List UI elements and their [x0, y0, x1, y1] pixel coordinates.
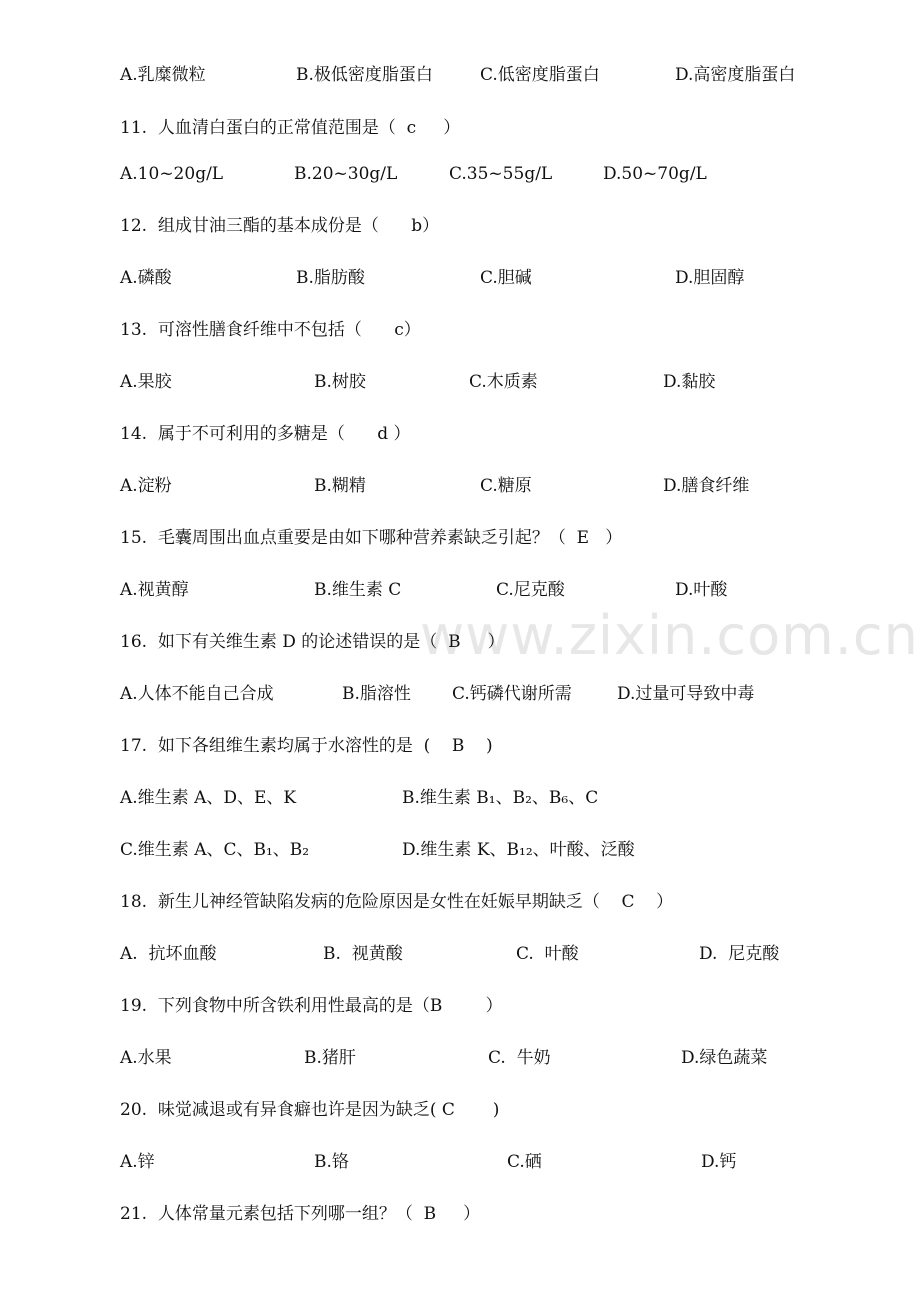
answer-option: B.猪肝 [304, 1048, 356, 1068]
answer-option: C.胆碱 [480, 268, 532, 288]
answer-option: B.铬 [314, 1152, 349, 1172]
question-text: 19. 下列食物中所含铁利用性最高的是（B ） [120, 996, 503, 1016]
answer-option: B.糊精 [314, 476, 366, 496]
question-text: 17. 如下各组维生素均属于水溶性的是 ( B ) [120, 736, 493, 756]
answer-option: C.木质素 [469, 372, 538, 392]
answer-option: D.高密度脂蛋白 [675, 65, 796, 85]
answer-option: C.35~55g/L [449, 164, 553, 184]
answer-option: A.磷酸 [120, 268, 172, 288]
question-text: 16. 如下有关维生素 D 的论述错误的是（ B ） [120, 632, 505, 652]
answer-option: A.锌 [120, 1152, 155, 1172]
answer-option: A.视黄醇 [120, 580, 189, 600]
answer-option: A.10~20g/L [120, 164, 224, 184]
answer-option: B.极低密度脂蛋白 [296, 65, 433, 85]
answer-option: B.20~30g/L [294, 164, 398, 184]
question-text: 12. 组成甘油三酯的基本成份是（ b） [120, 216, 440, 236]
answer-option: D.叶酸 [675, 580, 728, 600]
answer-option: B.脂肪酸 [296, 268, 365, 288]
question-text: 18. 新生儿神经管缺陷发病的危险原因是女性在妊娠早期缺乏（ C ） [120, 892, 674, 912]
answer-option: B. 视黄酸 [323, 944, 403, 964]
answer-option: A.维生素 A、D、E、K [120, 788, 297, 808]
answer-option: C.低密度脂蛋白 [480, 65, 600, 85]
answer-option: A.果胶 [120, 372, 172, 392]
question-text: 13. 可溶性膳食纤维中不包括（ c） [120, 320, 421, 340]
watermark-text: www.zixin.com.cn [420, 604, 919, 667]
answer-option: C.糖原 [480, 476, 532, 496]
question-text: 21. 人体常量元素包括下列哪一组？（ B ） [120, 1204, 481, 1224]
answer-option: D.50~70g/L [603, 164, 707, 184]
question-text: 20. 味觉减退或有异食癖也许是因为缺乏( C ) [120, 1100, 500, 1120]
answer-option: A. 抗坏血酸 [120, 944, 217, 964]
answer-option: C. 牛奶 [488, 1048, 551, 1068]
answer-option: D.过量可导致中毒 [617, 684, 755, 704]
answer-option: D.胆固醇 [675, 268, 745, 288]
answer-option: B.树胶 [314, 372, 366, 392]
answer-option: B.脂溶性 [342, 684, 411, 704]
question-text: 14. 属于不可利用的多糖是（ d ） [120, 424, 411, 444]
answer-option: D.膳食纤维 [663, 476, 750, 496]
answer-option: C.硒 [507, 1152, 542, 1172]
answer-option: C.维生素 A、C、B₁、B₂ [120, 840, 310, 860]
question-text: 15. 毛囊周围出血点重要是由如下哪种营养素缺乏引起？（ E ） [120, 528, 623, 548]
answer-option: B.维生素 B₁、B₂、B₆、C [402, 788, 599, 808]
question-text: 11. 人血清白蛋白的正常值范围是（ c ） [120, 118, 461, 138]
answer-option: A.乳糜微粒 [120, 65, 206, 85]
answer-option: B.维生素 C [314, 580, 402, 600]
answer-option: D.绿色蔬菜 [681, 1048, 768, 1068]
answer-option: C.钙磷代谢所需 [452, 684, 572, 704]
answer-option: C. 叶酸 [516, 944, 579, 964]
answer-option: A.人体不能自己合成 [120, 684, 274, 704]
answer-option: C.尼克酸 [496, 580, 565, 600]
answer-option: D.黏胶 [663, 372, 716, 392]
answer-option: D.维生素 K、B₁₂、叶酸、泛酸 [402, 840, 635, 860]
answer-option: A.水果 [120, 1048, 172, 1068]
answer-option: D. 尼克酸 [699, 944, 780, 964]
answer-option: D.钙 [701, 1152, 737, 1172]
answer-option: A.淀粉 [120, 476, 172, 496]
